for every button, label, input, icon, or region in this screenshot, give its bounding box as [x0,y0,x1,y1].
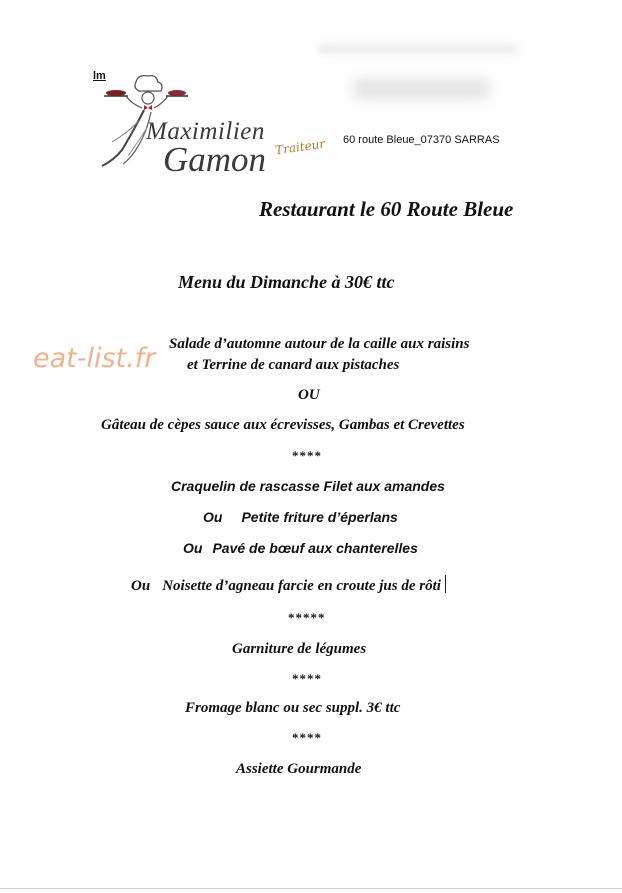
menu-title: Menu du Dimanche à 30€ ttc [178,272,395,292]
logo-first-name: Maximilien [146,118,265,145]
main-course-2-label: Petite friture d’éperlans [241,509,398,525]
course-separator-3: **** [292,671,322,686]
logo-last-name: Gamon [163,140,267,179]
main-course-3-label: Pavé de bœuf aux chanterelles [212,540,418,556]
logo-mark: lm [93,70,106,82]
starter-2: Gâteau de cèpes sauce aux écrevisses, Gambas et Crevettes [101,417,465,433]
dessert: Assiette Gourmande [236,761,362,777]
text-cursor [445,575,446,593]
page-bottom-edge [0,888,622,889]
or-prefix: Ou [203,509,223,525]
starter-1-line-1: Salade d’automne autour de la caille aux raisins [169,336,470,352]
main-course-4-label: Noisette d’agneau farcie en croute jus de rôti [162,578,441,594]
or-prefix: Ou [131,578,151,594]
restaurant-address: 60 route Bleue_07370 SARRAS [343,134,500,146]
or-prefix: Ou [183,540,203,556]
course-separator-1: **** [292,448,322,463]
watermark: eat-list.fr [33,343,156,374]
main-course-2 [203,509,398,525]
blurred-contact-line [318,44,518,54]
course-separator-4: **** [292,730,322,745]
main-course-1: Craquelin de rascasse Filet aux amandes [171,478,445,494]
cheese-course: Fromage blanc ou sec suppl. 3€ ttc [185,700,401,716]
logo-tagline: Traiteur [274,136,326,158]
blurred-contact-block [352,78,490,100]
course-separator-2: ***** [288,610,326,625]
starter-1-line-2: et Terrine de canard aux pistaches [187,357,400,373]
restaurant-title: Restaurant le 60 Route Bleue [259,197,514,221]
or-separator: OU [298,387,320,403]
main-course-3 [183,540,418,556]
side-dish: Garniture de légumes [232,641,367,657]
main-course-4 [131,575,446,595]
